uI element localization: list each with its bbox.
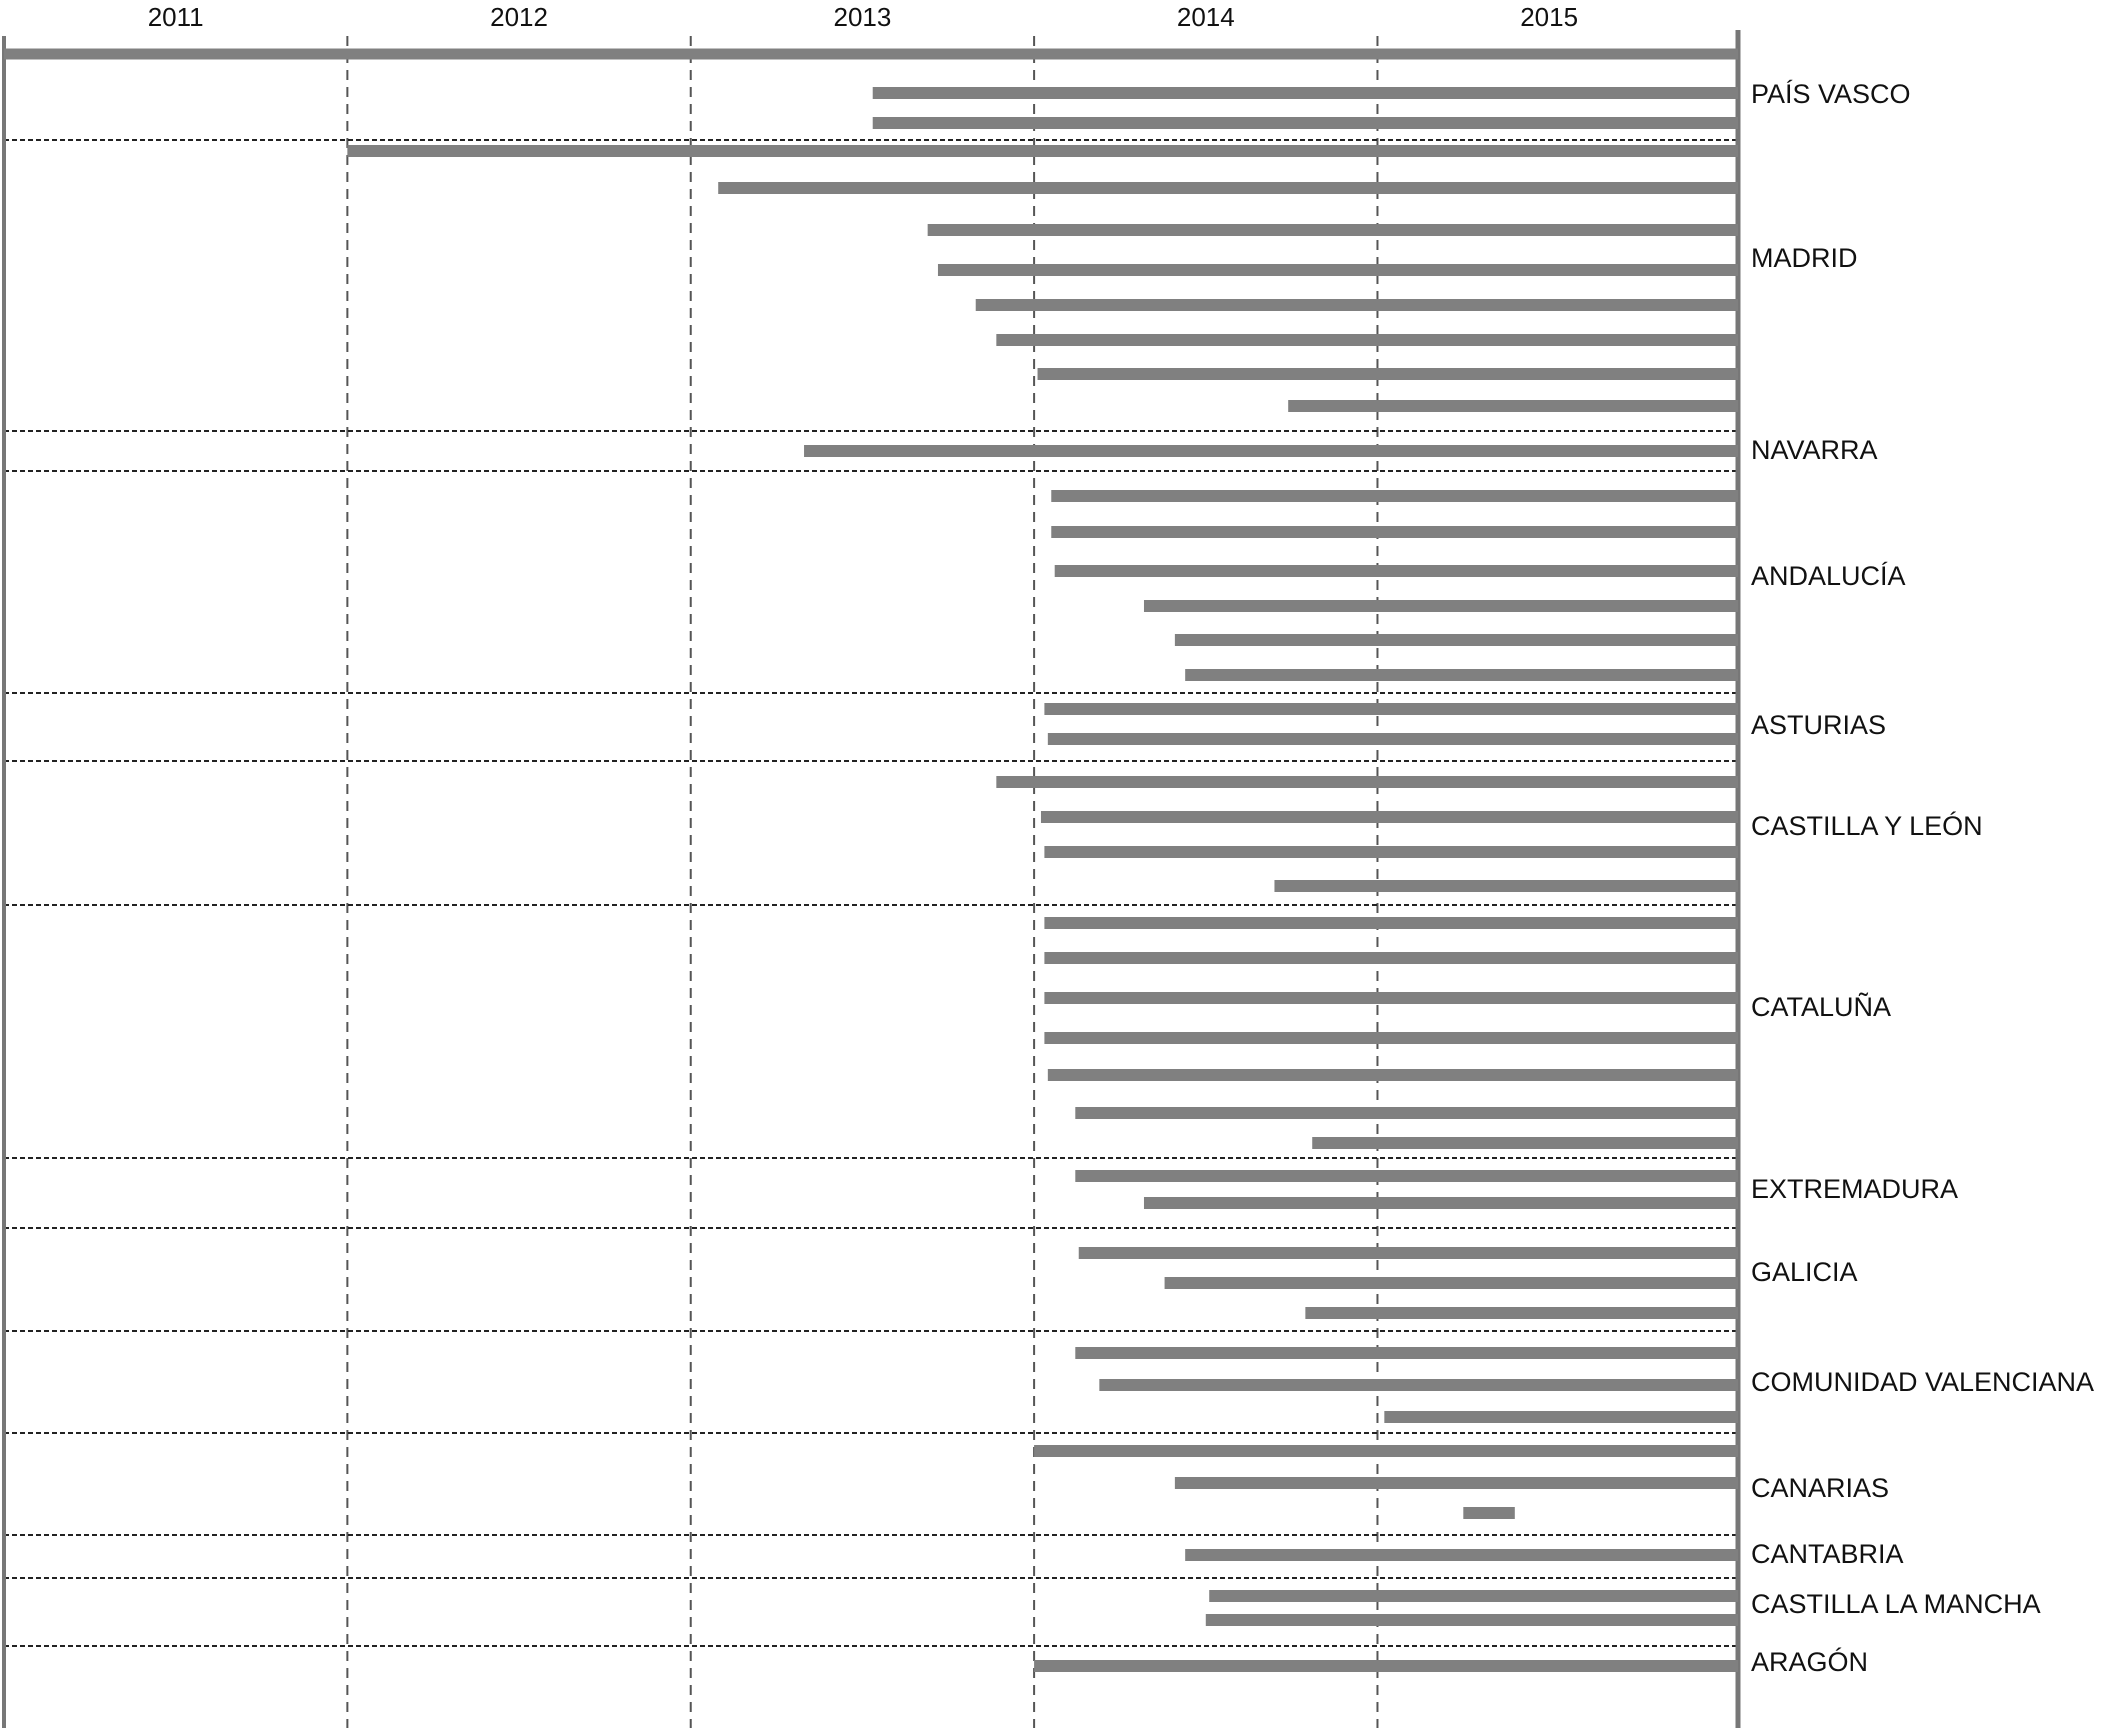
gantt-bar [1044,846,1738,858]
gantt-bar [1034,1445,1738,1457]
gantt-bar [1075,1347,1738,1359]
gantt-bar [1144,600,1738,612]
gantt-bar [1288,400,1738,412]
gantt-bar [1044,1032,1738,1044]
group-label: ANDALUCÍA [1751,561,1906,591]
x-tick-label: 2014 [1176,2,1235,32]
group-label: COMUNIDAD VALENCIANA [1751,1367,2095,1397]
gantt-bar [873,87,1738,99]
gantt-bar [1144,1197,1738,1209]
group-label: CASTILLA LA MANCHA [1751,1589,2041,1619]
group-label: ARAGÓN [1751,1647,1869,1677]
gantt-bar [1463,1507,1515,1519]
group-label: CASTILLA Y LEÓN [1751,811,1983,841]
gantt-bar [804,445,1738,457]
gantt-bar [1075,1170,1738,1182]
gantt-bar [938,264,1738,276]
gantt-bar [1079,1247,1738,1259]
group-label: PAÍS VASCO [1751,79,1911,109]
gantt-bar [1055,565,1738,577]
gantt-bar [1175,1477,1738,1489]
gantt-bar [1075,1107,1738,1119]
gantt-bar [1165,1277,1738,1289]
group-label: CANARIAS [1751,1473,1890,1503]
gantt-bar [1099,1379,1738,1391]
gantt-bar [1209,1590,1738,1602]
gantt-bar [1044,703,1738,715]
gantt-bar [1044,917,1738,929]
group-label: EXTREMADURA [1751,1174,1959,1204]
gantt-bar [1041,811,1738,823]
gantt-bar [1044,992,1738,1004]
gantt-bar [1048,733,1738,745]
gantt-bar [1051,490,1738,502]
gantt-bar [928,224,1738,236]
x-tick-label: 2015 [1520,2,1579,32]
group-label: NAVARRA [1751,435,1878,465]
x-tick-label: 2011 [147,2,204,32]
gantt-bar [1185,1549,1738,1561]
group-label: GALICIA [1751,1257,1858,1287]
gantt-bar [1048,1069,1738,1081]
gantt-bar [873,117,1738,129]
group-label: CATALUÑA [1751,992,1892,1022]
gantt-bar [996,776,1738,788]
gantt-bar [1185,669,1738,681]
gantt-bar [4,49,1738,60]
gantt-bar [1384,1411,1738,1423]
group-label: CANTABRIA [1751,1539,1904,1569]
gantt-bar [976,299,1738,311]
gantt-bar [1206,1614,1738,1626]
gantt-bar [1044,952,1738,964]
x-tick-label: 2012 [490,2,548,32]
group-label: MADRID [1751,243,1858,273]
gantt-bar [1034,1660,1738,1672]
gantt-bar [347,145,1738,157]
x-tick-label: 2013 [833,2,892,32]
gantt-bar [718,182,1738,194]
gantt-bar [1175,634,1738,646]
gantt-bar [1274,880,1738,892]
gantt-bar [1305,1307,1738,1319]
gantt-bar [1051,526,1738,538]
gantt-bar [1038,368,1738,380]
gantt-bar [1312,1137,1738,1149]
group-label: ASTURIAS [1751,710,1887,740]
gantt-bar [996,334,1738,346]
